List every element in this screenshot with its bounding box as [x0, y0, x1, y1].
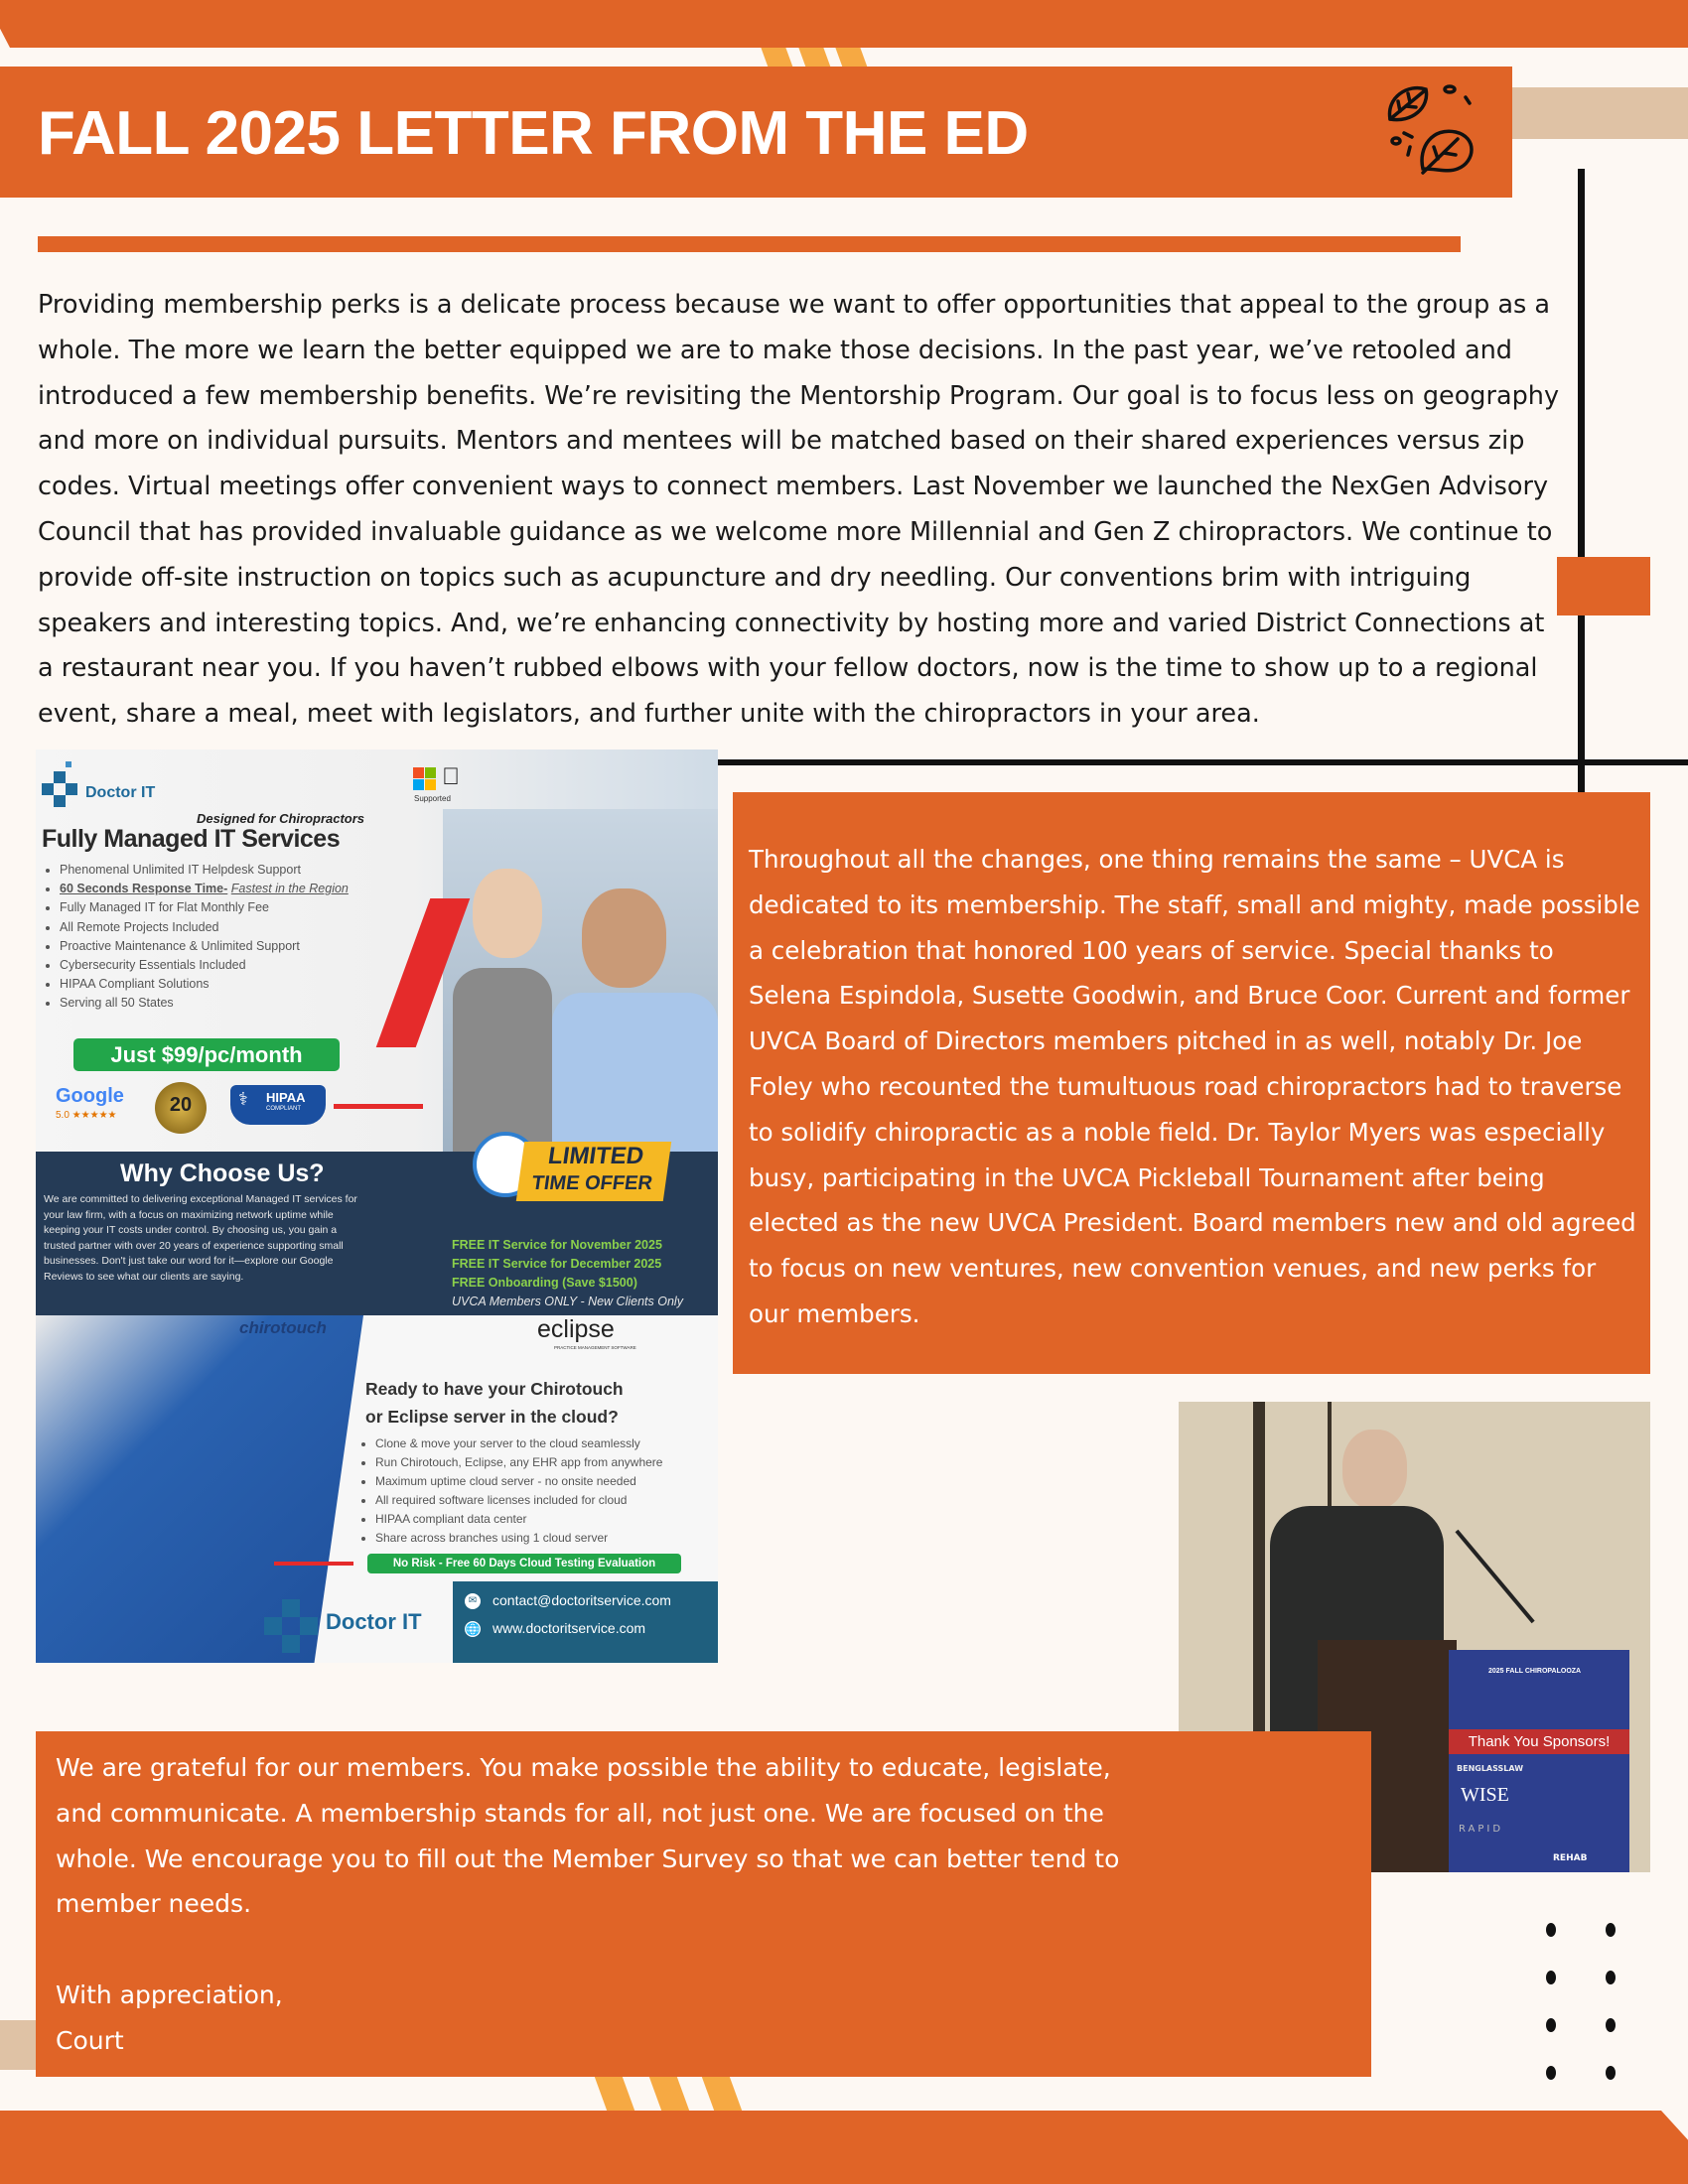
decorative-dot — [1546, 2066, 1556, 2080]
ad-feature: • Phenomenal Unlimited IT Helpdesk Support — [60, 861, 349, 880]
caduceus-icon: ⚕ — [238, 1089, 248, 1109]
cloud-feature: • Share across branches using 1 cloud server — [375, 1529, 662, 1548]
offer-item: FREE Onboarding (Save $1500) — [452, 1276, 637, 1290]
banner-title: 2025 FALL CHIROPALOOZA — [1488, 1668, 1582, 1675]
person-face — [473, 869, 542, 958]
cloud-headline-line: or Eclipse server in the cloud? — [365, 1407, 619, 1427]
why-choose-us-text: We are committed to delivering exceptional Managed IT services for your law firm, with a focus on maximizing network uptime while keeping your IT costs under control. By choosing us, you gain a trusted partner with over 20 years of experience supporting small businesses. Don't just take our word for it—explore our Google Reviews to see what our clients are saying. — [44, 1193, 357, 1283]
speaker-head — [1342, 1430, 1407, 1509]
cloud-headline — [365, 1375, 624, 1431]
tan-accent-bar — [0, 2020, 40, 2070]
leaves-icon — [1378, 77, 1492, 187]
cloud-feature: • All required software licenses included for cloud — [375, 1491, 662, 1510]
intro-paragraph: Providing membership perks is a delicate process because we want to offer opportunities that appeal to the group as a whole. The more we learn the better equipped we are to make those decisions. In the past year, we’ve retooled and introduced a few membership benefits. We’re revisiting the Mentorship Program. Our goal is to focus less on geography and more on individual pursuits. Mentors and mentees will be matched based on their shared experiences versus zip codes. Virtual meetings offer convenient ways to connect members. Last November we launched the NexGen Advisory Council that has provided invaluable guidance as we welcome more Millennial and Gen Z chiropractors. We continue to provide off-site instruction on topics such as acupuncture and dry needling. Our conventions brim with intriguing speakers and interesting topics. And, we’re enhancing connectivity by hosting more and varied District Connections at a restaurant near you. If you haven’t rubbed elbows with your fellow doctors, now is the time to show up to a regional event, share a meal, meet with legislators, and further unite with the chiropractors in your area. — [38, 290, 1560, 730]
years-experience-badge — [155, 1082, 207, 1134]
sponsor-name: RAPID — [1459, 1824, 1504, 1835]
cloud-feature: • Clone & move your server to the cloud seamlessly — [375, 1434, 662, 1453]
person-shirt — [453, 968, 552, 1152]
ad-feature: • HIPAA Compliant Solutions — [60, 975, 349, 994]
red-accent-line — [274, 1562, 353, 1566]
top-decorative-bar — [0, 0, 1688, 48]
decorative-vertical-line — [1578, 169, 1585, 794]
decorative-dot — [1606, 1923, 1616, 1937]
ad-feature: • All Remote Projects Included — [60, 918, 349, 937]
decorative-dot — [1606, 2066, 1616, 2080]
offer-note: UVCA Members ONLY - New Clients Only — [452, 1295, 683, 1308]
microphone-icon — [1455, 1530, 1534, 1623]
cloud-headline-line: Ready to have your Chirotouch — [365, 1379, 624, 1399]
apple-icon — [442, 763, 460, 791]
chirotouch-logo: chirotouch — [239, 1318, 327, 1337]
eclipse-sub: PRACTICE MANAGEMENT SOFTWARE — [554, 1345, 636, 1350]
free-trial-badge[interactable]: No Risk - Free 60 Days Cloud Testing Evaluation — [367, 1554, 681, 1573]
ad-feature-list — [36, 861, 349, 1014]
website-link[interactable]: www.doctoritservice.com — [492, 1620, 646, 1636]
decorative-stripe — [649, 2077, 689, 2111]
closing-signature: Court — [56, 2025, 124, 2055]
ad-feature: • Fully Managed IT for Flat Monthly Fee — [60, 898, 349, 917]
cloud-feature-list — [353, 1434, 662, 1548]
email-icon: ✉ — [465, 1593, 481, 1609]
decorative-dot — [1606, 2018, 1616, 2032]
decorative-stripe — [761, 48, 792, 68]
ad-feature-emphasis: Fastest in the Region — [230, 882, 349, 896]
windows-icon — [413, 767, 437, 791]
sponsor-name: BENGLASSLAW — [1457, 1764, 1524, 1773]
doctor-it-advertisement[interactable] — [36, 750, 718, 1663]
sponsor-name: REHAB — [1553, 1853, 1588, 1863]
contact-email-link[interactable]: contact@doctoritservice.com — [492, 1592, 671, 1608]
bottom-decorative-bar — [0, 2111, 1688, 2184]
sponsor-name: WISE — [1461, 1784, 1509, 1806]
ad-brand-footer: Doctor IT — [326, 1609, 422, 1634]
ad-feature-text: 60 Seconds Response Time- — [60, 882, 228, 896]
hipaa-sub: COMPLIANT — [266, 1106, 302, 1112]
decorative-stripe — [835, 48, 867, 68]
page-title: FALL 2025 LETTER FROM THE ED — [38, 99, 1029, 168]
decorative-dot — [1546, 1971, 1556, 1984]
contact-box — [453, 1581, 718, 1663]
person-face — [582, 888, 666, 988]
decorative-stripe — [798, 48, 830, 68]
ad-brand: Doctor IT — [85, 784, 156, 801]
offer-list — [452, 1236, 683, 1311]
cloud-feature: • HIPAA compliant data center — [375, 1510, 662, 1529]
middle-paragraph: Throughout all the changes, one thing remains the same – UVCA is dedicated to its membership. The staff, small and mighty, made possible a celebration that honored 100 years of service. Special thanks to Selena Espindola, Susette Goodwin, and Bruce Coor. Current and former UVCA Board of Directors members pitched in as well, notably Dr. Joe Foley who recounted the tumultuous road chiropractors had to traverse to solidify chiropractic as a noble field. Dr. Taylor Myers was especially busy, participating in the UVCA Pickleball Tournament after being elected as the new UVCA President. Board members new and old agreed to focus on new ventures, new convention venues, and new perks for our members. — [749, 845, 1640, 1328]
eclipse-logo: eclipse — [537, 1315, 615, 1343]
hipaa-badge — [230, 1085, 326, 1125]
decorative-stripe — [702, 2077, 742, 2111]
doctor-it-logo-icon — [264, 1593, 324, 1653]
sponsor-banner — [1449, 1650, 1629, 1872]
offer-item: FREE IT Service for December 2025 — [452, 1257, 662, 1271]
photo-pillar — [1328, 1402, 1332, 1521]
cloud-feature: • Maximum uptime cloud server - no onsite needed — [375, 1472, 662, 1491]
spacer — [56, 1927, 1148, 1973]
decorative-orange-square — [1557, 557, 1650, 615]
ad-feature: • Serving all 50 States — [60, 994, 349, 1013]
google-rating: 5.0 ★★★★★ — [56, 1110, 117, 1121]
closing-section — [56, 1745, 1148, 2064]
years-number: 20 — [169, 1094, 193, 1116]
limited-label: LIMITED — [546, 1143, 646, 1169]
banner-thanks: Thank You Sponsors! — [1449, 1729, 1629, 1754]
decorative-dot — [1546, 2018, 1556, 2032]
ad-headline: Fully Managed IT Services — [42, 825, 341, 853]
offer-item: FREE IT Service for November 2025 — [452, 1238, 662, 1252]
cloud-feature: • Run Chirotouch, Eclipse, any EHR app from anywhere — [375, 1453, 662, 1472]
decorative-stripe — [595, 2077, 634, 2111]
ad-feature — [60, 880, 349, 898]
ad-feature: • Cybersecurity Essentials Included — [60, 956, 349, 975]
supported-label: Supported — [414, 794, 451, 803]
limited-offer-badge — [516, 1142, 671, 1201]
globe-icon: 🌐 — [465, 1622, 481, 1636]
decorative-horizontal-line — [602, 759, 1688, 765]
red-accent-line — [334, 1104, 423, 1109]
time-offer-label: TIME OFFER — [530, 1172, 654, 1194]
price-badge[interactable]: Just $99/pc/month — [73, 1038, 340, 1071]
decorative-dot — [1546, 1923, 1556, 1937]
hipaa-label: HIPAA — [266, 1090, 306, 1105]
support-staff-photo — [443, 809, 718, 1152]
tan-accent-bar — [1512, 87, 1688, 139]
closing-signoff: With appreciation, — [56, 1979, 283, 2009]
ad-tagline: Designed for Chiropractors — [197, 811, 365, 826]
google-logo: Google — [56, 1085, 124, 1107]
person-shirt — [552, 993, 718, 1152]
decorative-dot — [1606, 1971, 1616, 1984]
doctor-it-logo-icon — [42, 761, 81, 806]
ad-feature: • Proactive Maintenance & Unlimited Support — [60, 937, 349, 956]
title-underline — [38, 236, 1461, 252]
closing-paragraph: We are grateful for our members. You make possible the ability to educate, legislate, and communicate. A membership stands for all, not just one. We are focused on the whole. We encourage you to fill out the Member Survey so that we can better tend to member needs. — [56, 1753, 1120, 1919]
why-choose-us-title: Why Choose Us? — [120, 1160, 325, 1187]
